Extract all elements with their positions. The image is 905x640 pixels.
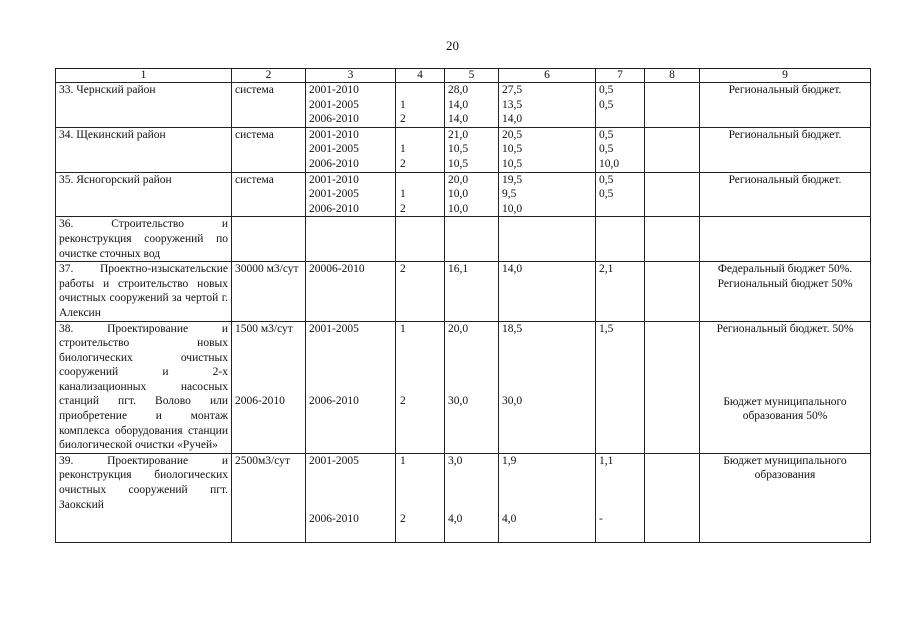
row-col7: 1,5	[596, 321, 645, 453]
row-col6: 14,0	[499, 262, 596, 321]
row-col8	[645, 127, 700, 172]
row-stages: 1 2	[396, 127, 445, 172]
row-col8	[645, 83, 700, 128]
row-col6: 1,9 4,0	[499, 453, 596, 542]
row-stage: 1 2	[396, 321, 445, 453]
table-row	[56, 321, 871, 453]
row-col7: 0,5 0,5	[596, 83, 645, 128]
row-capacity: 2500м3/сут	[232, 453, 306, 542]
column-header: 1	[56, 69, 232, 83]
row-type: система	[232, 172, 306, 217]
row-col7: 1,1 -	[596, 453, 645, 542]
row-total: 21,0 10,5 10,5	[445, 127, 499, 172]
header-row	[56, 69, 871, 83]
row-periods: 2001-2010 2001-2005 2006-2010	[306, 83, 396, 128]
row-source: Региональный бюджет.	[700, 127, 871, 172]
row-periods: 2001-2010 2001-2005 2006-2010	[306, 127, 396, 172]
row-type: система	[232, 127, 306, 172]
row-name: 35. Ясногорский район	[56, 172, 232, 217]
column-header: 9	[700, 69, 871, 83]
row-col7: 2,1	[596, 262, 645, 321]
column-header: 2	[232, 69, 306, 83]
row-name: 33. Чернский район	[56, 83, 232, 128]
row-stage: 1 2	[396, 453, 445, 542]
row-col6: 19,5 9,5 10,0	[499, 172, 596, 217]
row-col6: 27,5 13,5 14,0	[499, 83, 596, 128]
table-row	[56, 127, 871, 172]
row-name: 34. Щекинский район	[56, 127, 232, 172]
table-row	[56, 172, 871, 217]
row-source: Бюджет муниципального образования	[700, 453, 871, 542]
row-source: Федеральный бюджет 50%. Региональный бюджет 50%	[700, 262, 871, 321]
row-stages: 1 2	[396, 83, 445, 128]
row-source: Региональный бюджет. 50% Бюджет муниципального образования 50%	[700, 321, 871, 453]
row-periods: 2001-2010 2001-2005 2006-2010	[306, 172, 396, 217]
row-stage: 2	[396, 262, 445, 321]
row-source: Региональный бюджет.	[700, 172, 871, 217]
row-total: 16,1	[445, 262, 499, 321]
table-row	[56, 262, 871, 321]
row-period: 2001-2005 2006-2010	[306, 321, 396, 453]
table-row	[56, 83, 871, 128]
row-name: 36. Строительство и реконструкция сооружений по очистке сточных вод	[56, 217, 232, 262]
column-header: 7	[596, 69, 645, 83]
table-row	[56, 217, 871, 262]
row-total: 20,0 30,0	[445, 321, 499, 453]
program-table	[55, 68, 871, 543]
row-stages: 1 2	[396, 172, 445, 217]
row-col7: 0,5 0,5 10,0	[596, 127, 645, 172]
row-col8	[645, 172, 700, 217]
row-capacity: 30000 м3/сут	[232, 262, 306, 321]
row-col6: 18,5 30,0	[499, 321, 596, 453]
row-type: система	[232, 83, 306, 128]
row-col7: 0,5 0,5	[596, 172, 645, 217]
row-col6: 20,5 10,5 10,5	[499, 127, 596, 172]
column-header: 4	[396, 69, 445, 83]
table-row	[56, 453, 871, 542]
row-name: 37. Проектно-изыскательские работы и строительство новых очистных сооружений за чертой г. Алексин	[56, 262, 232, 321]
row-name: 39. Проектирование и реконструкция биологических очистных сооружений пгт. Заокский	[56, 453, 232, 542]
row-total: 3,0 4,0	[445, 453, 499, 542]
row-total: 28,0 14,0 14,0	[445, 83, 499, 128]
row-total: 20,0 10,0 10,0	[445, 172, 499, 217]
column-header: 6	[499, 69, 596, 83]
column-header: 3	[306, 69, 396, 83]
column-header: 8	[645, 69, 700, 83]
row-period: 2001-2005 2006-2010	[306, 453, 396, 542]
row-period: 20006-2010	[306, 262, 396, 321]
row-name: 38. Проектирование и строительство новых биологических очистных сооружений и 2-х канализационных насосных станций пгт. Волово или приобретение и монтаж комплекса оборудования станции биологической очистки «Ручей»	[56, 321, 232, 453]
row-capacity: 1500 м3/сут 2006-2010	[232, 321, 306, 453]
row-source: Региональный бюджет.	[700, 83, 871, 128]
page-number: 20	[446, 38, 459, 53]
column-header: 5	[445, 69, 499, 83]
